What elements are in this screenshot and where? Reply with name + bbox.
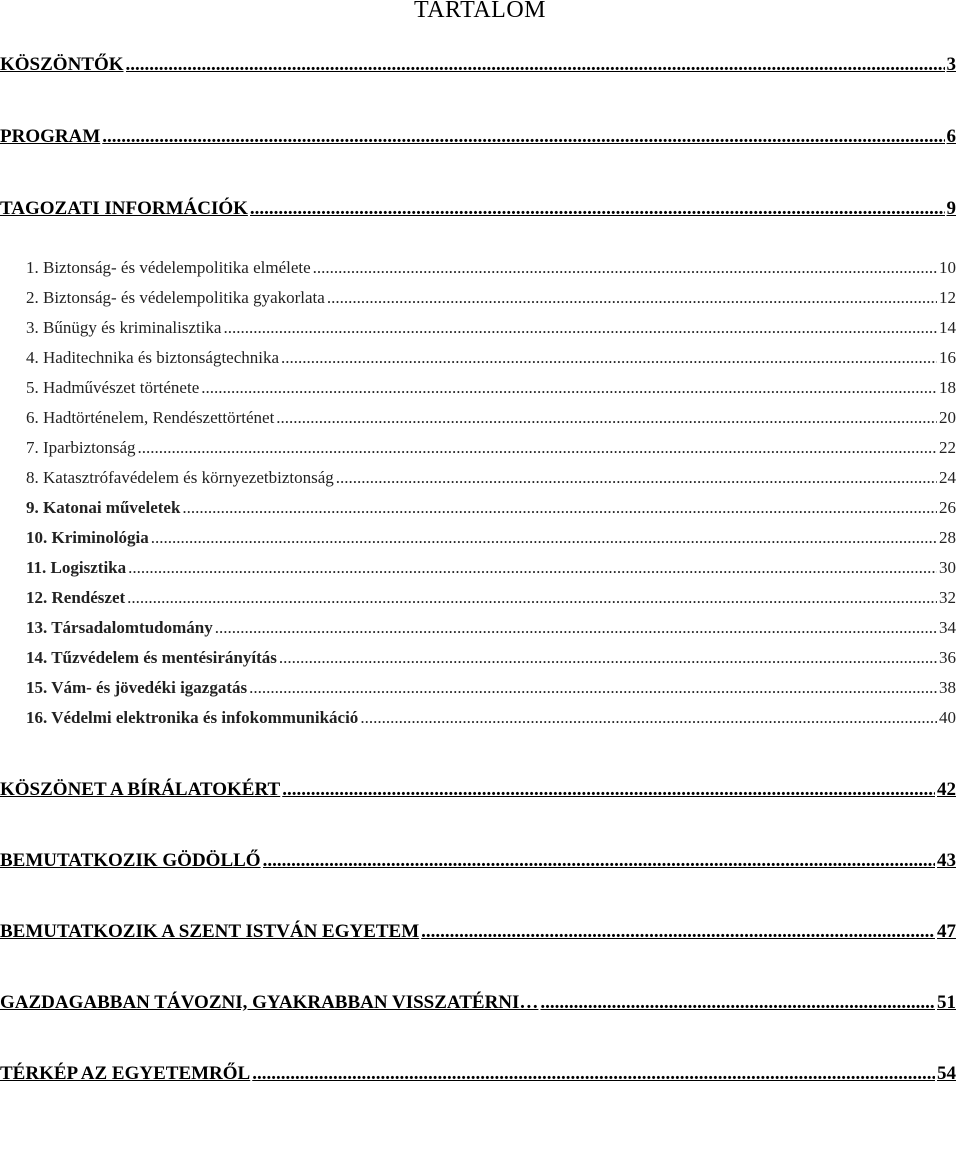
toc-page-number: 3: [946, 54, 956, 75]
toc-leader-dots: [540, 992, 935, 1014]
toc-entry-label: TAGOZATI INFORMÁCIÓK: [0, 198, 248, 219]
toc-entry-label: PROGRAM: [0, 126, 101, 147]
toc-page-number: 12: [939, 288, 956, 307]
toc-subentry-15[interactable]: [26, 678, 956, 698]
toc-page-number: 6: [946, 126, 956, 147]
toc-leader-dots: [182, 498, 937, 518]
toc-entry-gazdagabban[interactable]: [0, 992, 956, 1014]
toc-page-number: 38: [939, 678, 956, 697]
toc-leader-dots: [151, 528, 937, 548]
toc-entry-label: TÉRKÉP AZ EGYETEMRŐL: [0, 1063, 251, 1084]
toc-entry-terkep[interactable]: [0, 1063, 956, 1085]
toc-page-number: 40: [939, 708, 956, 727]
toc-page-number: 20: [939, 408, 956, 427]
toc-entry-label: 11. Logisztika: [26, 558, 127, 577]
toc-leader-dots: [263, 850, 935, 872]
toc-entry-label: 9. Katonai műveletek: [26, 498, 181, 517]
toc-subentry-5[interactable]: [26, 378, 956, 398]
toc-subentry-4[interactable]: [26, 348, 956, 368]
toc-entry-label: 13. Társadalomtudomány: [26, 618, 213, 637]
toc-entry-label: 1. Biztonság- és védelempolitika elmélete: [26, 258, 311, 277]
toc-entry-label: KÖSZÖNTŐK: [0, 54, 124, 75]
toc-subentry-16[interactable]: [26, 708, 956, 728]
toc-page-number: 43: [937, 850, 956, 871]
toc-leader-dots: [279, 648, 937, 668]
toc-entry-label: 7. Iparbiztonság: [26, 438, 136, 457]
toc-page-number: 42: [937, 779, 956, 800]
toc-leader-dots: [250, 198, 945, 220]
toc-page-number: 36: [939, 648, 956, 667]
toc-leader-dots: [360, 708, 937, 728]
toc-leader-dots: [138, 438, 937, 458]
toc-subentry-12[interactable]: [26, 588, 956, 608]
toc-page-number: 22: [939, 438, 956, 457]
toc-leader-dots: [276, 408, 937, 428]
toc-entry-label: 3. Bűnügy és kriminalisztika: [26, 318, 222, 337]
toc-entry-program[interactable]: [0, 126, 956, 148]
toc-page-number: 47: [937, 921, 956, 942]
toc-leader-dots: [215, 618, 937, 638]
toc-leader-dots: [313, 258, 937, 278]
toc-entry-label: GAZDAGABBAN TÁVOZNI, GYAKRABBAN VISSZATÉRNI…: [0, 992, 539, 1013]
toc-subentry-6[interactable]: [26, 408, 956, 428]
toc-subentry-1[interactable]: [26, 258, 956, 278]
toc-subentry-10[interactable]: [26, 528, 956, 548]
toc-entry-koszonet[interactable]: [0, 779, 956, 801]
toc-entry-label: BEMUTATKOZIK GÖDÖLLŐ: [0, 850, 261, 871]
toc-entry-label: KÖSZÖNET A BÍRÁLATOKÉRT: [0, 779, 281, 800]
toc-page-number: 16: [939, 348, 956, 367]
toc-entry-label: BEMUTATKOZIK A SZENT ISTVÁN EGYETEM: [0, 921, 420, 942]
toc-leader-dots: [336, 468, 937, 488]
toc-leader-dots: [128, 558, 937, 578]
toc-page-number: 28: [939, 528, 956, 547]
toc-entry-godollo[interactable]: [0, 850, 956, 872]
toc-subentry-14[interactable]: [26, 648, 956, 668]
toc-entry-label: 10. Kriminológia: [26, 528, 149, 547]
toc-page-number: 54: [937, 1063, 956, 1084]
toc-page-number: 30: [939, 558, 956, 577]
toc-entry-tagozati-informaciok[interactable]: [0, 198, 956, 220]
toc-page-number: 10: [939, 258, 956, 277]
toc-leader-dots: [252, 1063, 935, 1085]
toc-subentry-3[interactable]: [26, 318, 956, 338]
toc-entry-label: 8. Katasztrófavédelem és környezetbiztonság: [26, 468, 334, 487]
page-title: TARTALOM: [413, 0, 547, 23]
toc-subentry-8[interactable]: [26, 468, 956, 488]
toc-leader-dots: [281, 348, 937, 368]
toc-subentry-11[interactable]: [26, 558, 956, 578]
toc-subentry-9[interactable]: [26, 498, 956, 518]
toc-leader-dots: [421, 921, 935, 943]
toc-leader-dots: [102, 126, 944, 148]
toc-leader-dots: [201, 378, 937, 398]
toc-entry-label: 5. Hadművészet története: [26, 378, 200, 397]
toc-entry-label: 16. Védelmi elektronika és infokommunikáció: [26, 708, 359, 727]
toc-page-number: 14: [939, 318, 956, 337]
toc-page-number: 18: [939, 378, 956, 397]
toc-page-number: 51: [937, 992, 956, 1013]
toc-page-number: 32: [939, 588, 956, 607]
toc-entry-label: 6. Hadtörténelem, Rendészettörténet: [26, 408, 275, 427]
toc-entry-label: 12. Rendészet: [26, 588, 126, 607]
toc-leader-dots: [327, 288, 937, 308]
toc-entry-label: 15. Vám- és jövedéki igazgatás: [26, 678, 248, 697]
toc-page-number: 24: [939, 468, 956, 487]
toc-entry-label: 2. Biztonság- és védelempolitika gyakorlata: [26, 288, 325, 307]
toc-subentry-2[interactable]: [26, 288, 956, 308]
toc-leader-dots: [126, 54, 945, 76]
toc-leader-dots: [127, 588, 937, 608]
toc-leader-dots: [223, 318, 937, 338]
toc-leader-dots: [282, 779, 935, 801]
toc-leader-dots: [249, 678, 937, 698]
toc-entry-koszontok[interactable]: [0, 54, 956, 76]
toc-entry-szent-istvan[interactable]: [0, 921, 956, 943]
toc-subentry-13[interactable]: [26, 618, 956, 638]
toc-entry-label: 4. Haditechnika és biztonságtechnika: [26, 348, 280, 367]
toc-page-number: 9: [946, 198, 956, 219]
toc-subentry-7[interactable]: [26, 438, 956, 458]
toc-page-number: 26: [939, 498, 956, 517]
toc-page-number: 34: [939, 618, 956, 637]
toc-entry-label: 14. Tűzvédelem és mentésirányítás: [26, 648, 277, 667]
